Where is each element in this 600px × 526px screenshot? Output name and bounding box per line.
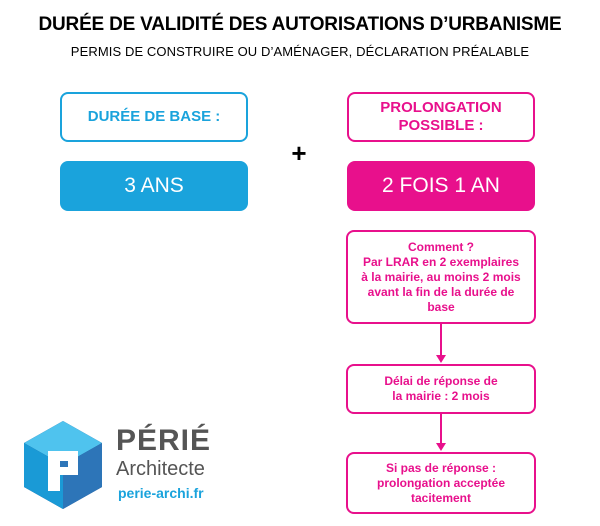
step-delay-line: la mairie : 2 mois bbox=[392, 389, 490, 403]
extension-value-box bbox=[347, 161, 535, 211]
step-how-line: à la mairie, au moins 2 mois bbox=[361, 269, 521, 284]
base-duration-label-box bbox=[60, 92, 248, 142]
step-delay-line: Délai de réponse de bbox=[384, 374, 498, 388]
step-how-line: base bbox=[427, 299, 455, 314]
step-how-line: Comment ? bbox=[408, 239, 474, 254]
flow-arrow-1-line bbox=[440, 324, 442, 356]
extension-value: 2 FOIS 1 AN bbox=[382, 174, 500, 197]
page-title: DURÉE DE VALIDITÉ DES AUTORISATIONS D’URBANISME bbox=[38, 14, 562, 35]
base-duration-label: DURÉE DE BASE : bbox=[87, 108, 221, 125]
brand-name: PÉRIÉ bbox=[116, 424, 212, 457]
extension-step-delay bbox=[346, 364, 536, 414]
brand-subtitle: Architecte bbox=[116, 458, 205, 480]
step-how-line: Par LRAR en 2 exemplaires bbox=[362, 254, 520, 269]
flow-arrow-2-head bbox=[436, 443, 446, 451]
cube-p-logo-icon bbox=[18, 417, 108, 513]
extension-label-line1: PROLONGATION bbox=[380, 99, 502, 116]
flow-arrow-2-line bbox=[440, 414, 442, 444]
step-no-reply-line: Si pas de réponse : bbox=[385, 460, 497, 475]
page-subtitle: PERMIS DE CONSTRUIRE OU D’AMÉNAGER, DÉCLARATION PRÉALABLE bbox=[70, 44, 530, 59]
extension-step-no-reply bbox=[346, 452, 536, 514]
flow-arrow-1-head bbox=[436, 355, 446, 363]
extension-label-line2: POSSIBLE : bbox=[398, 117, 484, 134]
base-duration-value-box bbox=[60, 161, 248, 211]
brand-url[interactable]: perie-archi.fr bbox=[118, 485, 204, 501]
step-how-line: avant la fin de la durée de bbox=[367, 284, 515, 299]
base-duration-value: 3 ANS bbox=[124, 174, 184, 197]
extension-label-box bbox=[347, 92, 535, 142]
step-no-reply-line: prolongation acceptée bbox=[376, 475, 506, 490]
step-no-reply-line: tacitement bbox=[410, 490, 472, 505]
plus-sign: + bbox=[291, 138, 307, 168]
extension-step-how bbox=[346, 230, 536, 324]
